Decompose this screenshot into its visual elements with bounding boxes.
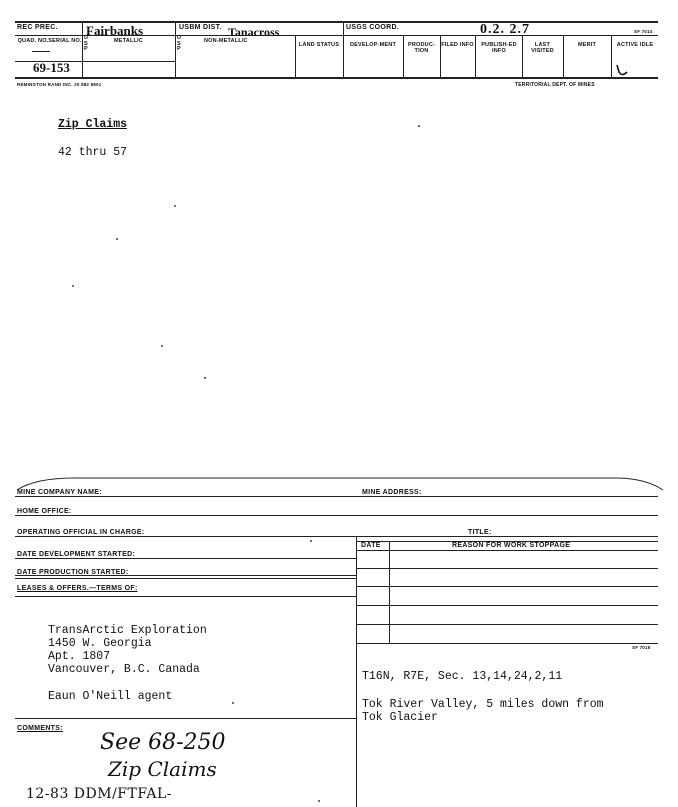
leases-label: LEASES & OFFERS.—TERMS OF:	[17, 585, 138, 592]
usgs-coord-label: USGS COORD.	[346, 24, 400, 31]
claims-range: 42 thru 57	[58, 146, 128, 159]
last-visited-label: LAST VISITED	[531, 42, 554, 54]
speck	[232, 702, 234, 704]
usgs-coord-value: 0.2. 2.7	[480, 22, 530, 37]
serial-no-label: SERIAL NO.	[48, 38, 82, 44]
development-label: DEVELOP-MENT	[349, 42, 397, 48]
metallic-label: METALLIC	[114, 38, 143, 44]
rec-prec-value: Fairbanks	[86, 23, 144, 38]
production-label: PRODUC-TION	[407, 42, 436, 54]
active-check-icon	[614, 63, 632, 79]
date-column-label: DATE	[361, 542, 381, 549]
handwritten-code: 12-83 DDM/FTFAL-	[26, 786, 172, 802]
rec-prec-label: REC PREC.	[17, 24, 58, 31]
speck	[116, 238, 118, 240]
lessee-line-4: Vancouver, B.C. Canada	[48, 663, 200, 676]
legal-description: T16N, R7E, Sec. 13,14,24,2,11	[362, 670, 563, 683]
printer-line: REMINGTON RAND INC. 20 882 8801	[17, 82, 102, 87]
speck	[72, 285, 74, 287]
usbm-dist-label: USBM DIST.	[179, 24, 222, 31]
mine-company-label: MINE COMPANY NAME:	[17, 489, 102, 496]
location-line-1: Tok River Valley, 5 miles down from	[362, 698, 604, 711]
non-metallic-label: NON-METALLIC	[204, 38, 248, 44]
dept-line: TERRITORIAL DEPT. OF MINES	[515, 82, 595, 88]
usbm-dist-value: Tanacross	[228, 25, 280, 39]
metallic-usp: U S P	[84, 35, 89, 52]
title-label: TITLE:	[468, 529, 492, 536]
location-line-2: Tok Glacier	[362, 711, 438, 724]
form-number-bottom: SF 7015	[632, 645, 651, 650]
speck	[418, 125, 420, 127]
lessee-line-1: TransArctic Exploration	[48, 624, 207, 637]
home-office-label: HOME OFFICE:	[17, 508, 72, 515]
filed-info-label: FILED INFO	[441, 42, 474, 48]
lessee-line-2: 1450 W. Georgia	[48, 637, 152, 650]
published-info-label: PUBLISH-ED INFO	[481, 42, 517, 54]
claims-title: Zip Claims	[58, 118, 128, 131]
date-development-label: DATE DEVELOPMENT STARTED:	[17, 551, 136, 558]
quad-serial-value: 69-153	[33, 60, 70, 75]
quad-serial-underline	[32, 43, 50, 52]
lessee-line-3: Apt. 1807	[48, 650, 111, 663]
land-status-label: LAND STATUS	[298, 42, 340, 48]
active-idle-label: ACTIVE IDLE	[616, 42, 654, 48]
card-edge	[15, 474, 665, 494]
non-metallic-usp: U S P	[177, 35, 182, 52]
merit-label: MERIT	[577, 42, 597, 48]
reason-column-label: REASON FOR WORK STOPPAGE	[452, 542, 571, 549]
comments-label: COMMENTS:	[17, 725, 63, 732]
handwritten-see-ref: See 68-250	[100, 730, 226, 755]
operating-official-label: OPERATING OFFICIAL IN CHARGE:	[17, 529, 145, 536]
lessee-agent: Eaun O'Neill agent	[48, 690, 173, 703]
date-production-label: DATE PRODUCTION STARTED:	[17, 569, 129, 576]
speck	[310, 540, 312, 542]
speck	[204, 377, 206, 379]
speck	[174, 205, 176, 207]
mine-address-label: MINE ADDRESS:	[362, 489, 422, 496]
speck	[318, 800, 320, 802]
form-number-top: SF 7014	[634, 29, 653, 34]
handwritten-zip-claims: Zip Claims	[108, 757, 217, 781]
speck	[161, 345, 163, 347]
quad-no-label: QUAD. NO.	[17, 38, 49, 44]
